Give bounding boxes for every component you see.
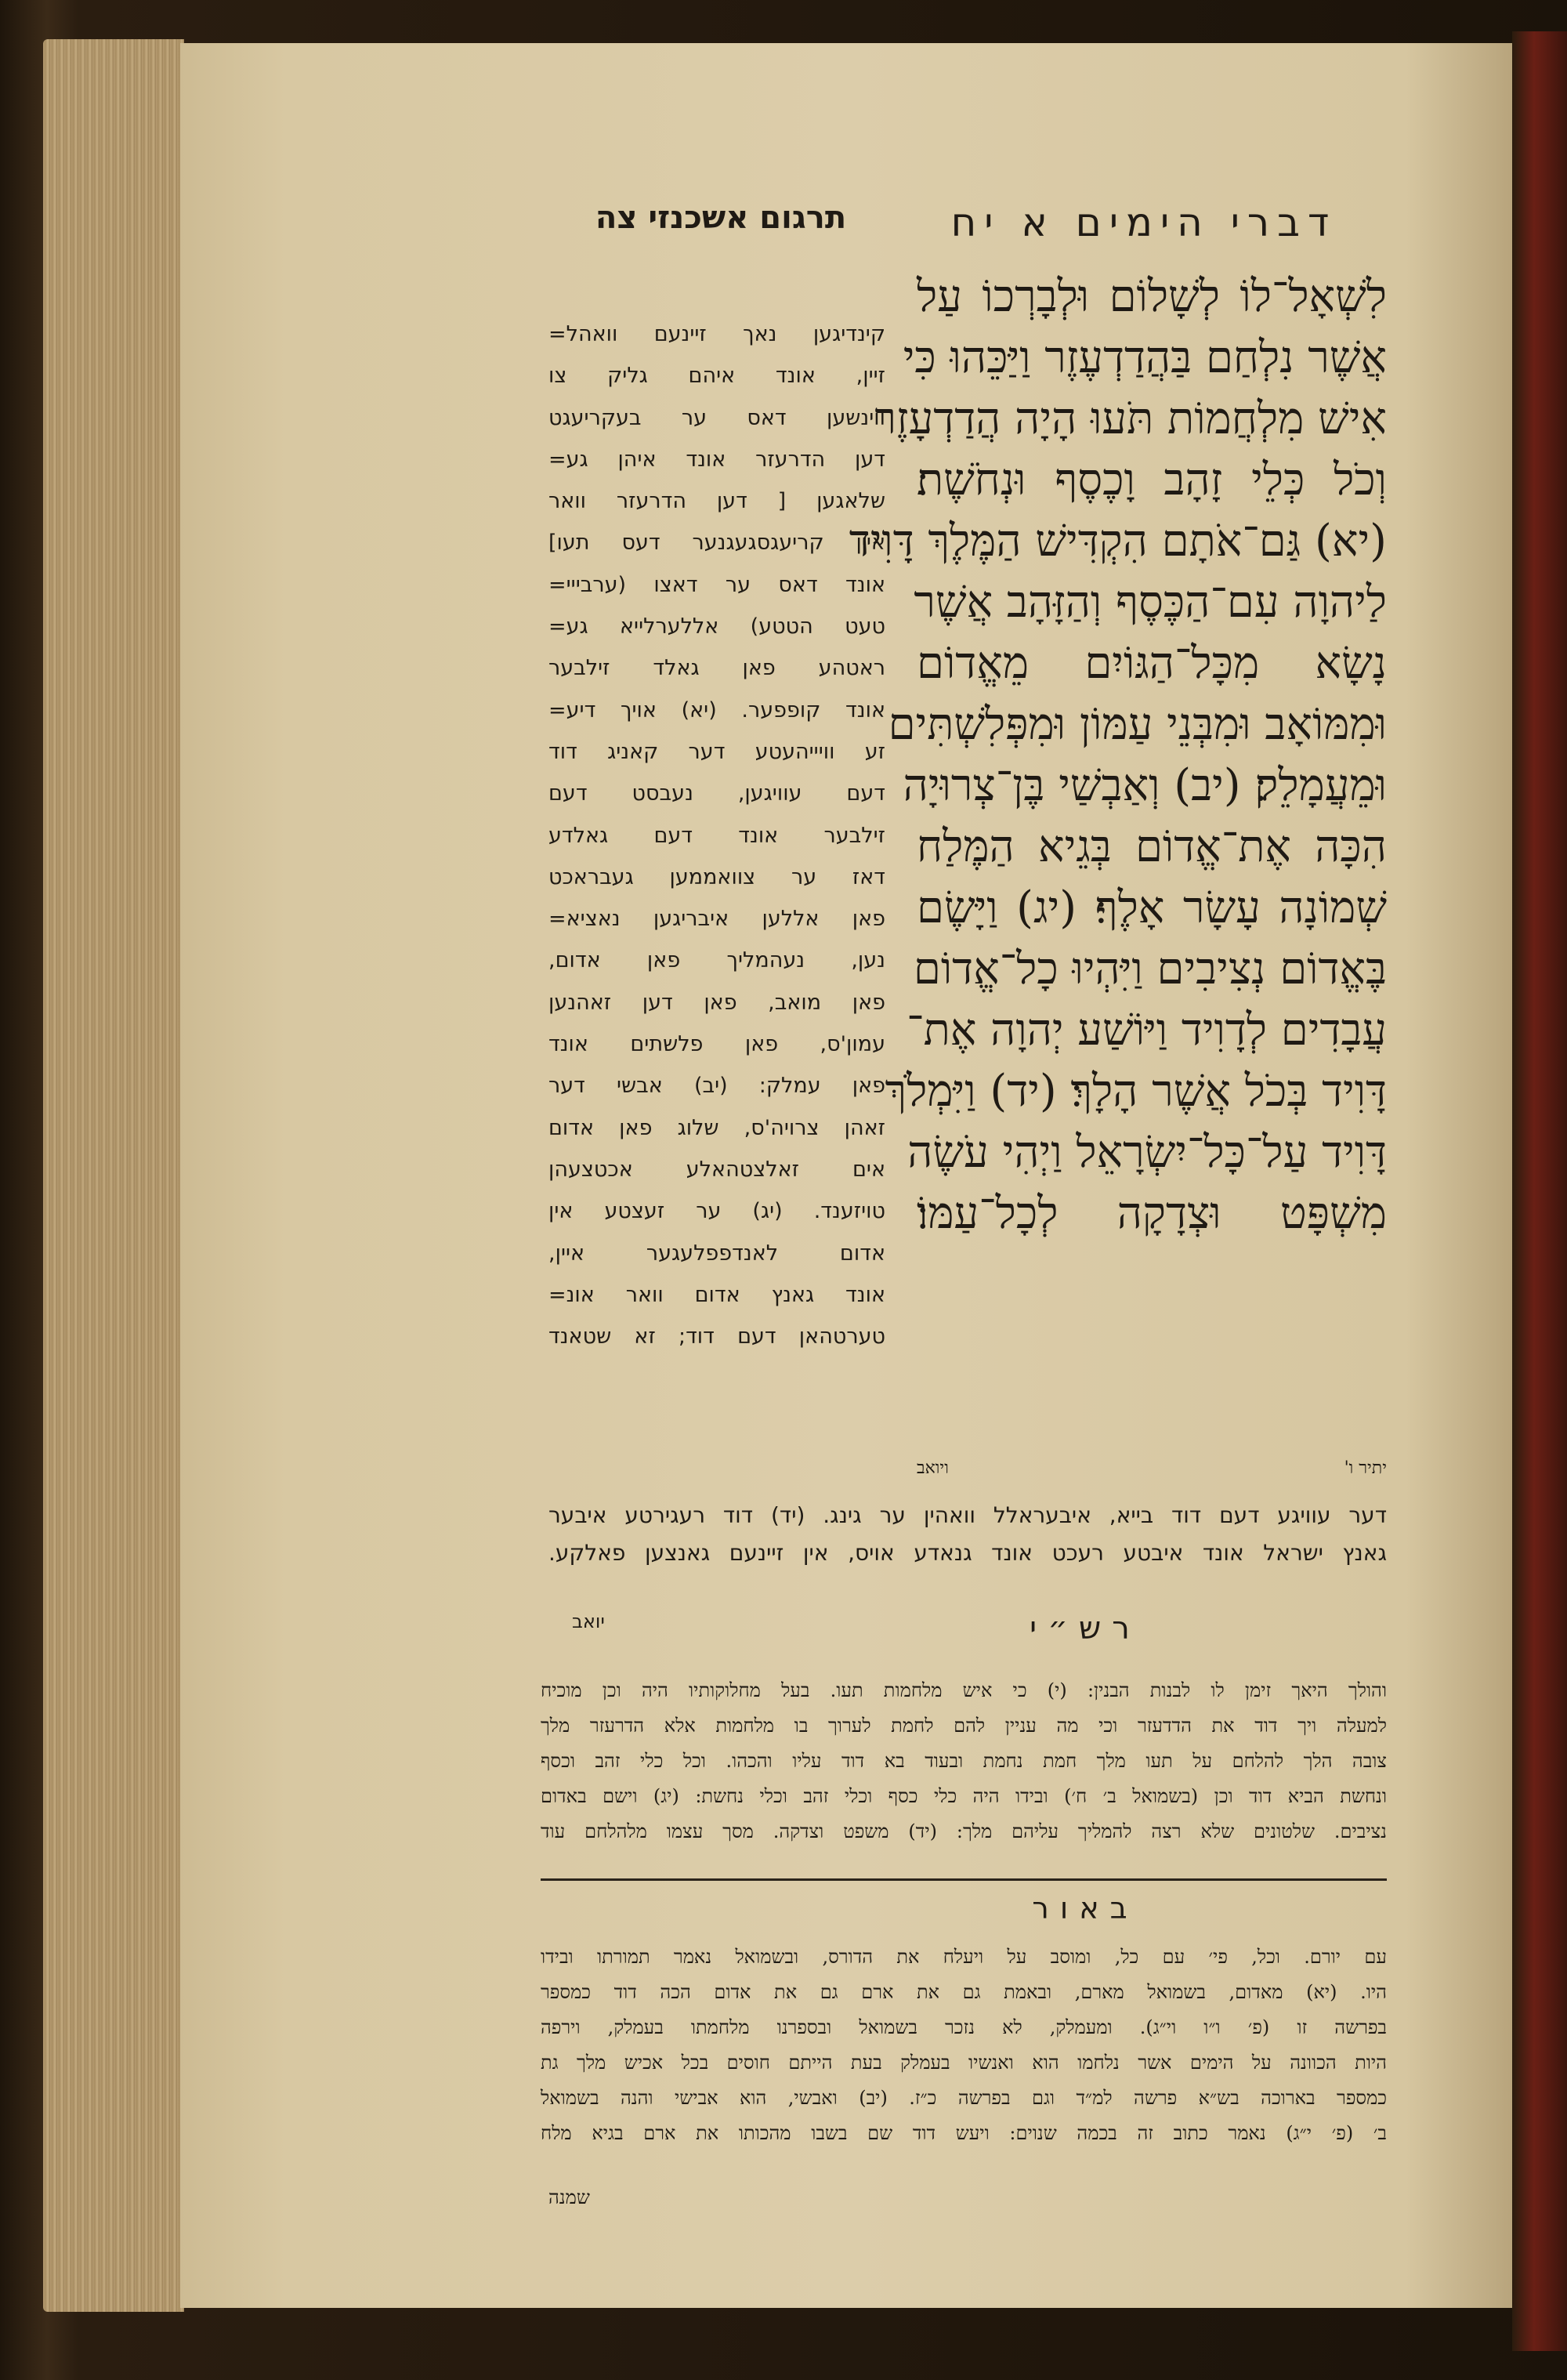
rashi-line: והולך היאך זימן לו לבנות הבנין: (י) כי איש מלחמות תעו. בעל מחלוקותיו היה וכן מוכיח	[541, 1679, 1388, 1701]
hebrew-verse-line: (יא) גַּם־אֹתָם הִקְדִּישׁ הַמֶּלֶךְ דָּוִיד	[849, 516, 1387, 567]
footnote-right: יתיר ו'	[1344, 1458, 1387, 1478]
yiddish-line: טערטהאן דעם דוד; זא שטאנד	[548, 1324, 885, 1349]
footnote-left: ויואב	[917, 1458, 949, 1478]
biur-line: ב׳ (פ׳ י״ג) נאמר כתוב זה בכמה שנוים: ויעש דוד שם בשבו מהכותו את ארם בגיא מלח	[541, 2122, 1387, 2144]
yiddish-line: איין קריעגסגעגנער דעס תעו]	[548, 531, 885, 556]
rashi-commentary	[541, 1673, 1387, 1849]
yiddish-line: זע וויייהעטע דער קאניג דוד	[548, 739, 885, 764]
hebrew-verse-line: וְכֹל כְּלֵי זָהָב וָכֶסֶף וּנְחֹשֶׁת׃	[917, 455, 1387, 505]
hebrew-verse-line: לַיהוָה עִם־הַכֶּסֶף וְהַזָּהָב אֲשֶׁר	[914, 577, 1387, 628]
biur-line: בפרשה זו (פ׳ ו״ו וי״ג). ומעמלק, לא נזכר בשמואל ובספרנו מלחמתו בעמלק, וירפה	[541, 2016, 1387, 2038]
biur-line: עם יורם. וכל, פי׳ עם כל, ומוסב על ויעלח את הדורס, ובשמואל נאמר תמורתו ובידו	[541, 1946, 1387, 1968]
hebrew-verse-line: וּמֵעֲמָלֵק׃ (יב) וְאַבְשַׁי בֶּן־צְרוּיָה	[903, 760, 1387, 811]
hebrew-verse-line: עֲבָדִים לְדָוִיד וַיּוֹשַׁע יְהוָה אֶת־	[907, 1005, 1387, 1056]
section-divider	[541, 1878, 1387, 1881]
biur-commentary	[541, 1940, 1387, 2151]
yiddish-catchword: יואב	[572, 1610, 605, 1632]
yiddish-line: ווינשען דאס ער בעקריעגט	[548, 405, 885, 430]
hebrew-verse-line: לִשְׁאָל־לוֹ לְשָׁלוֹם וּלְבָרְכוֹ עַל	[917, 271, 1387, 322]
yiddish-line: טויזענד. (יג) ער זעצטע אין	[548, 1199, 885, 1224]
biur-line: היות הכוונה על הימים אשר נלחמו הוא ואנשיו בעמלק בעת הייתם חוסים בכל אכיש מלך גת	[541, 2052, 1387, 2074]
yiddish-line: זילבער אונד דעם גאלדע	[548, 823, 885, 848]
yiddish-line: עמון'ס, פאן פלשתים אונד	[548, 1032, 885, 1057]
yiddish-line: זיין, אונד איהם גליק צו	[548, 364, 885, 389]
yiddish-line: פאן מואב, פאן דען זאהנען	[548, 990, 885, 1015]
rashi-line: למעלה ויך דוד את הדדעזר וכי מה עניין להם לחמת לערוך בו מלחמות אלא הדרעזר מלך	[541, 1715, 1387, 1737]
hebrew-verse-line: דָּוִיד בְּכֹל אֲשֶׁר הָלָךְ׃ (יד) וַיִּמְלֹךְ	[885, 1066, 1387, 1117]
yiddish-line: אים זאלצטהאלע אכטצעהן	[548, 1157, 885, 1182]
biur-line: כמספר בארוכה בש״א פרשה למ״ד וגם בפרשה כ״ז. (יב) ואבשי, הוא אבישי והנה בשמואל	[541, 2087, 1387, 2109]
rashi-title: רש״י	[1030, 1610, 1141, 1646]
yiddish-line: פאן עמלק: (יב) אבשי דער	[548, 1074, 885, 1099]
yiddish-line: אונד גאנץ אדום וואר אונ=	[548, 1282, 885, 1307]
hebrew-verse-line: דָּוִיד עַל־כָּל־יִשְׂרָאֵל וַיְהִי עֹשֶׂה	[907, 1127, 1387, 1178]
yiddish-line: קינדיגען נאך זיינעם וואהל=	[548, 322, 885, 346]
yiddish-line: דען הדרעזר אונד איהן גע=	[548, 447, 885, 472]
yiddish-line: אונד קופפער. (יא) אויך דיע=	[548, 697, 885, 723]
yiddish-line: אדום לאנדפפלעגער איין,	[548, 1241, 885, 1266]
hebrew-text-column	[849, 266, 1387, 1244]
yiddish-line: שלאגען [ דען הדרעזר וואר	[548, 489, 885, 514]
page-edge	[43, 39, 184, 2312]
hebrew-footnotes	[917, 1458, 1387, 1481]
yiddish-continuation-line: דער עוויגע דעם דוד בייא, איבעראלל וואהין ער גינג. (יד) דוד רעגירטע איבער	[548, 1502, 1387, 1528]
yiddish-line: אונד דאס ער דאצו (ערבייי=	[548, 572, 885, 597]
hebrew-verse-line: וּמִמּוֹאָב וּמִבְּנֵי עַמּוֹן וּמִפְּלִשְׁתִּים	[888, 699, 1387, 750]
rashi-line: צובה הלך להלחם על תעו מלך חמת נחמת ובעוד בא דוד עליו והכהו. וכל כלי זהב וכסף	[541, 1750, 1387, 1772]
header-left: תרגום אשכנזי צה	[595, 200, 847, 236]
yiddish-translation-column	[548, 313, 885, 1357]
header-right: דברי הימים א יח	[950, 200, 1337, 245]
hebrew-verse-line: שְׁמוֹנָה עָשָׂר אָלֶף׃ (יג) וַיָּשֶׂם	[917, 882, 1387, 933]
rashi-line: ונחשת הביא דוד וכן (בשמואל ב׳ ח׳) ובידו היה כלי כסף וכלי זהב וכלי נחשת: (יג) וישם באדום	[541, 1785, 1387, 1807]
book-spine	[1512, 31, 1567, 2351]
hebrew-verse-line: נָשָׂא מִכָּל־הַגּוֹיִם מֵאֱדוֹם	[917, 638, 1387, 689]
hebrew-verse-line: אֲשֶׁר נִלְחַם בַּהֲדַדְעֶזֶר וַיַּכֵּהוּ כִּי	[903, 332, 1387, 383]
book-page	[180, 43, 1512, 2308]
rashi-line: נציבים. שלטונים שלא רצה להמליך עליהם מלך: (יד) משפט וצדקה. מסך עצמו מלהלחם עוד	[541, 1820, 1387, 1842]
yiddish-line: ראטהע פאן גאלד זילבער	[548, 656, 885, 681]
hebrew-verse-line: הִכָּה אֶת־אֱדוֹם בְּגֵיא הַמֶּלַח	[917, 821, 1387, 872]
yiddish-line: פאן אללען איבריגען נאציא=	[548, 907, 885, 932]
yiddish-line: נען, נעהמליך פאן אדום,	[548, 948, 885, 973]
yiddish-continuation-line: גאנץ ישראל אונד איבטע רעכט אונד גנאדע אויס, אין זיינעם גאנצען פאלקע.	[548, 1540, 1387, 1566]
yiddish-line: טעט הטטע) אללערלייא גע=	[548, 614, 885, 639]
hebrew-verse-line: בֶּאֱדוֹם נְצִיבִים וַיִּהְיוּ כָל־אֱדוֹם	[913, 944, 1387, 994]
yiddish-continuation	[548, 1497, 1387, 1572]
yiddish-line: זאהן צרויה'ס, שלוג פאן אדום	[548, 1115, 885, 1140]
bottom-catchword: שמנה	[548, 2186, 590, 2208]
biur-line: היו. (יא) מאדום, בשמואל מארם, ובאמת גם את ארם גם את אדום הכה דוד כמספר	[541, 1981, 1387, 2003]
hebrew-verse-line: מִשְׁפָּט וּצְדָקָה לְכָל־עַמּוֹ׃	[917, 1188, 1387, 1239]
hebrew-verse-line: אִישׁ מִלְחֲמוֹת תֹּעוּ הָיָה הֲדַדְעָזֶר	[874, 393, 1387, 444]
biur-title: באור	[1032, 1891, 1138, 1925]
yiddish-line: דאז ער צוואממען געבראכט	[548, 864, 885, 889]
yiddish-line: דעם עוויגען, נעבסט דעם	[548, 781, 885, 806]
